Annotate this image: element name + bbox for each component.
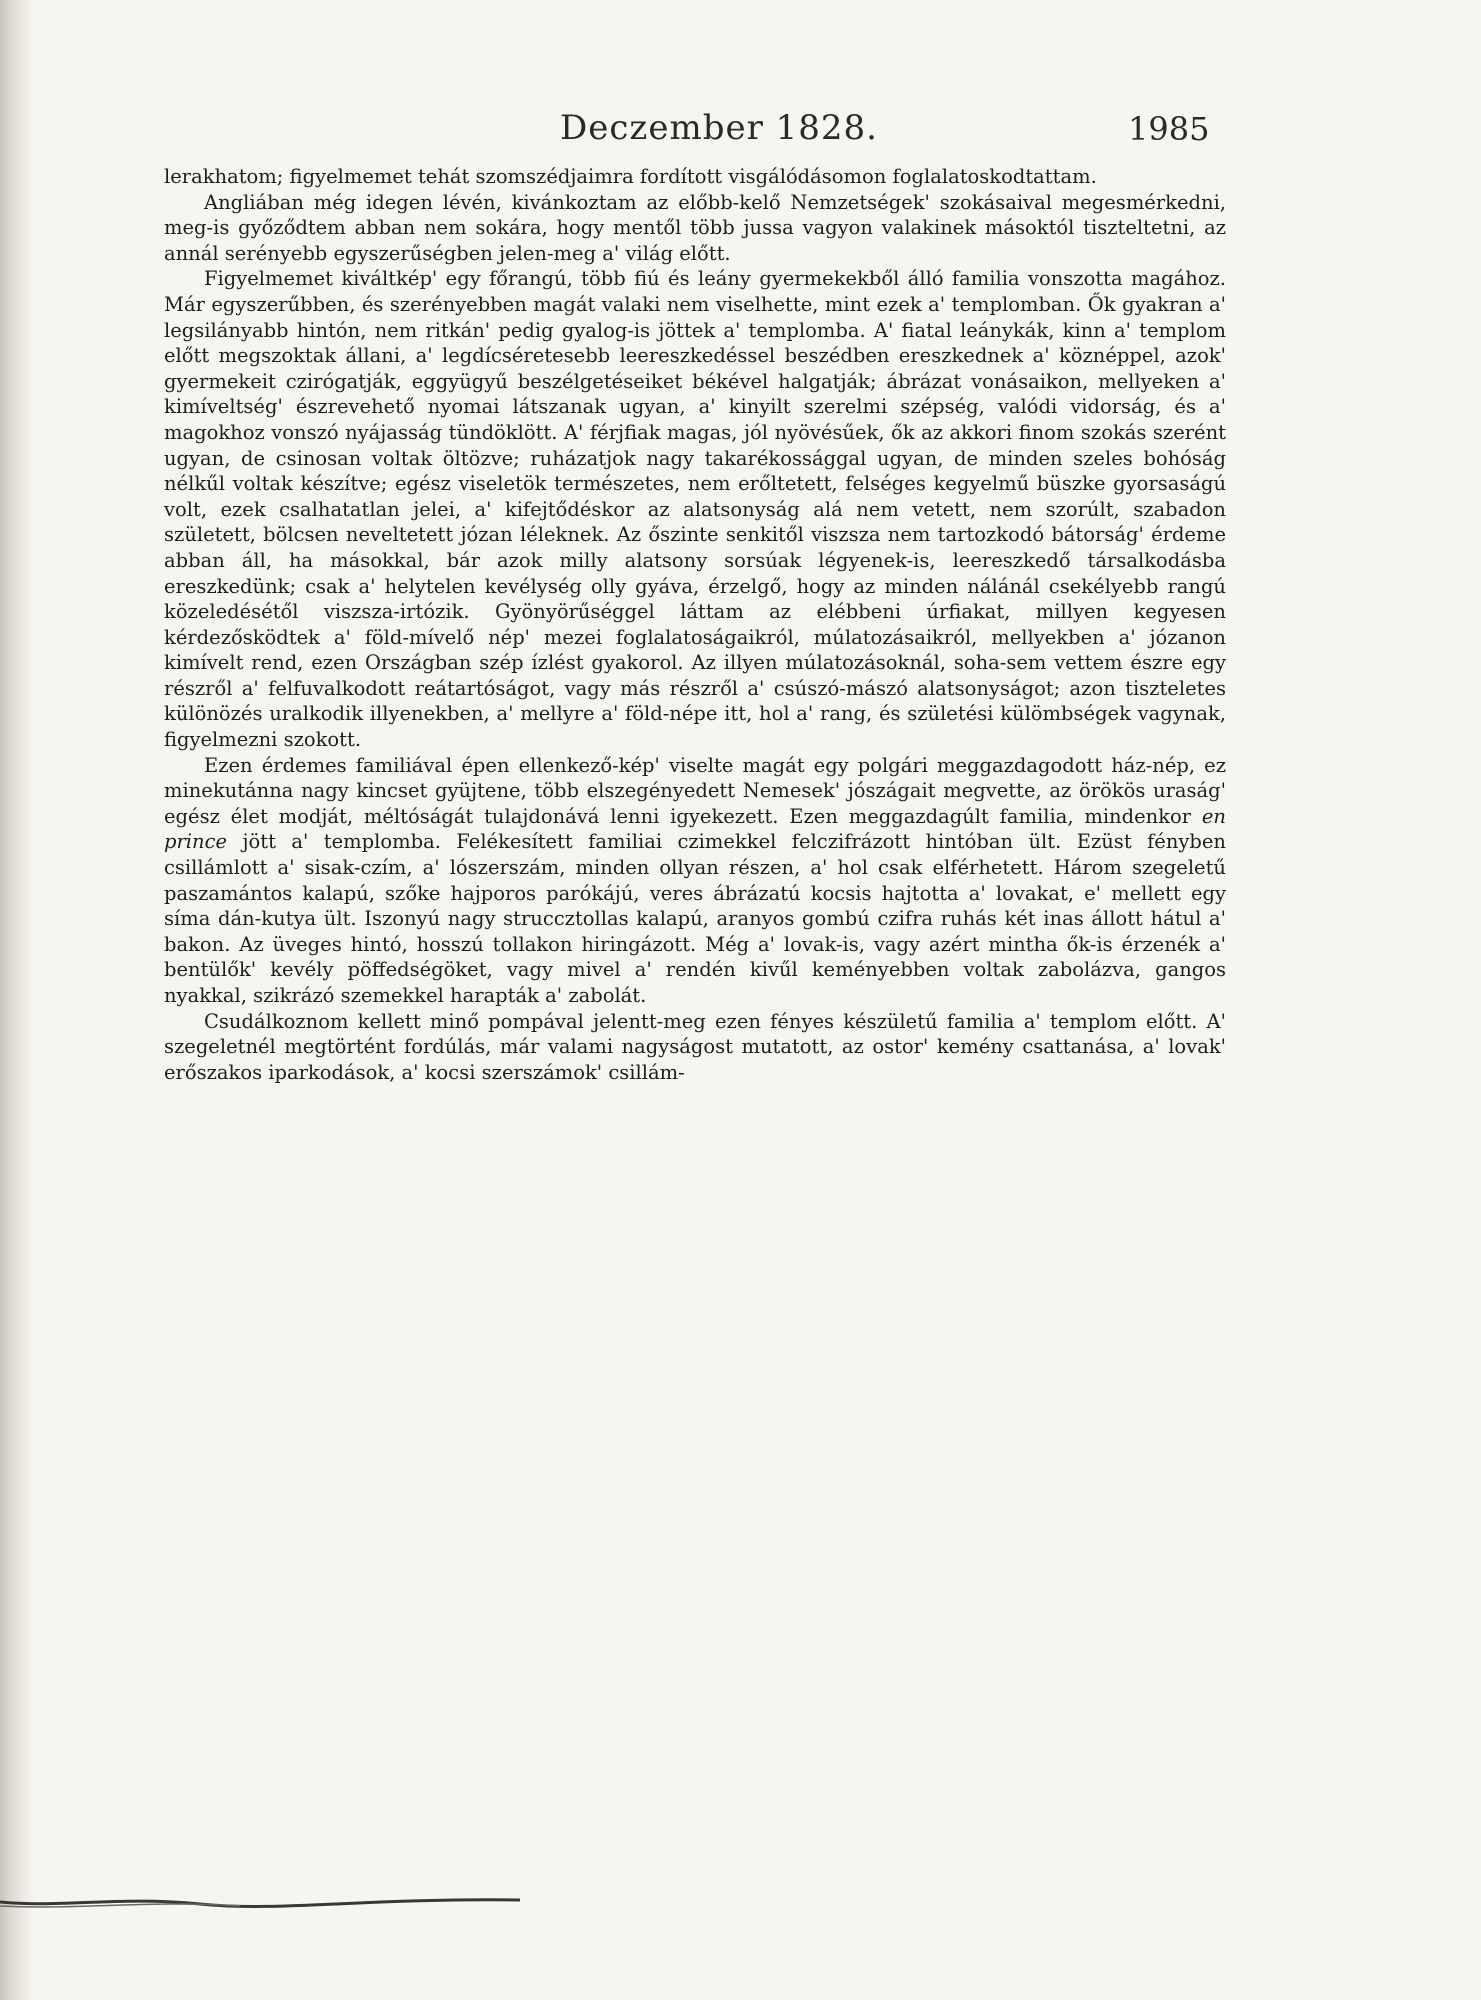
paragraph-1: lerakhatom; figyelmemet tehát szomszédjaimra fordított visgálódásomon foglalatoskodtattam. xyxy=(164,165,1097,188)
paragraph-4 xyxy=(164,753,1226,1009)
paragraph-4-part-2: jött a' templomba. Felékesített familiai czimekkel felczifrázott hintóban ült. Ezüst fényben csillámlott a' sisak-czím, a' lószerszám, minden ollyan részen, a' hol csak elférhetett. Három szegeletű paszamántos kalapú, szőke hajporos parókájú, veres ábrázatú kocsis hajtotta a' lovakat, e' mellett egy síma dán-kutya ült. Iszonyú nagy struccztollas kalapú, aranyos gombú czifra ruhás két inas állott hátul a' bakon. Az üveges hintó, hosszú tollakon hiringázott. Még a' lovak-is, vagy azért mintha ők-is érzenék a' bentülők' kevély pöffedségöket, vagy mivel a' rendén kivűl keményebben voltak zabolázva, gangos nyakkal, szikrázó szemekkel harapták a' zabolát. xyxy=(164,830,1226,1007)
paragraph-3: Figyelmemet kiváltkép' egy főrangú, több fiú és leány gyermekekből álló familia vonszotta magához. Már egyszerűbben, és szerényebben magát valaki nem viselhette, mint ezek a' templomban. Ők gyakran a' legsilányabb hintón, nem ritkán' pedig gyalog-is jöttek a' templomba. A' fiatal leánykák, kinn a' templom előtt megszoktak állani, a' legdícséretesebb leereszkedéssel beszédben ereszkednek a' köznéppel, azok' gyermekeit czirógatják, eggyügyű beszélgetéseiket békével halgatják; ábrázat vonásaikon, mellyeken a' kimíveltség' észrevehető nyomai látszanak ugyan, a' kinyilt szerelmi szépség, valódi vidorság, és a' magokhoz vonszó nyájasság tündöklött. A' férjfiak magas, jól nyövésűek, ők az akkori finom szokás szerént ugyan, de csinosan voltak öltözve; ruházatjok nagy takarékossággal ugyan, de minden szeles bohóság nélkűl voltak készítve; egész viseletök természetes, nem erőltetett, felséges kegyelmű büszke gyorsaságú volt, ezek csalhatatlan jelei, a' kifejtődéskor az alatsonyság alá nem vetett, nem szorúlt, szabadon született, bölcsen neveltetett józan léleknek. Az őszinte senkitől viszsza nem tartozkodó bátorság' érdeme abban áll, ha másokkal, bár azok milly alatsony sorsúak légyenek-is, leereszkedő társalkodásba ereszkedünk; csak a' helytelen kevélység olly gyáva, érzelgő, hogy az minden nálánál csekélyebb rangú közeledésétől viszsza-irtózik. Gyönyörűséggel láttam az elébbeni úrfiakat, millyen kegyesen kérdezősködtek a' föld-mívelő nép' mezei foglalatoságaikról, múlatozásaikról, mellyekben a' józanon kimívelt rend, ezen Országban szép ízlést gyakorol. Az illyen múlatozásoknál, soha-sem vettem észre egy részről a' felfuvalkodott reátartóságot, vagy más részről a' csúszó-mászó alatsonyságot; azon tiszteletes különözés uralkodik illyenekben, a' mellyre a' föld-népe itt, hol a' rang, és születési külömbségek vagynak, figyelmezni szokott. xyxy=(164,267,1226,752)
body-text xyxy=(164,164,1226,1085)
paragraph-5: Csudálkoznom kellett minő pompával jelentt-meg ezen fényes készületű familia a' templom előtt. A' szegeletnél megtörtént fordúlás, már valami nagyságost mutatott, az ostor' kemény csattanása, a' lovak' erőszakos iparkodások, a' kocsi szerszámok' csillám- xyxy=(164,1009,1226,1084)
running-title: Deczember 1828. xyxy=(560,108,878,148)
paragraph-4-part-1: Ezen érdemes familiával épen ellenkező-kép' viselte magát egy polgári meggazdagodott ház-nép, ez minekutánna nagy kincset gyüjtene, több elszegényedett Nemesek' jószágait megvette, az örökös uraság' egész élet modját, méltóságát tulajdonává lenni igyekezett. Ezen meggazdagúlt familia, mindenkor xyxy=(164,753,1226,828)
page-edge-shadow xyxy=(0,0,34,2000)
binding-ink-stroke xyxy=(0,1888,520,1918)
paragraph-2: Angliában még idegen lévén, kivánkoztam az előbb-kelő Nemzetségek' szokásaival megesmérkedni, meg-is győződtem abban nem sokára, hogy mentől több jussa vagyon valakinek másoktól tiszteltetni, az annál serényebb egyszerűségben jelen-meg a' világ előtt. xyxy=(164,190,1226,265)
page-number: 1985 xyxy=(1128,110,1210,148)
page-header xyxy=(0,108,1481,148)
paragraph-4-italic: en prince xyxy=(164,804,1226,854)
